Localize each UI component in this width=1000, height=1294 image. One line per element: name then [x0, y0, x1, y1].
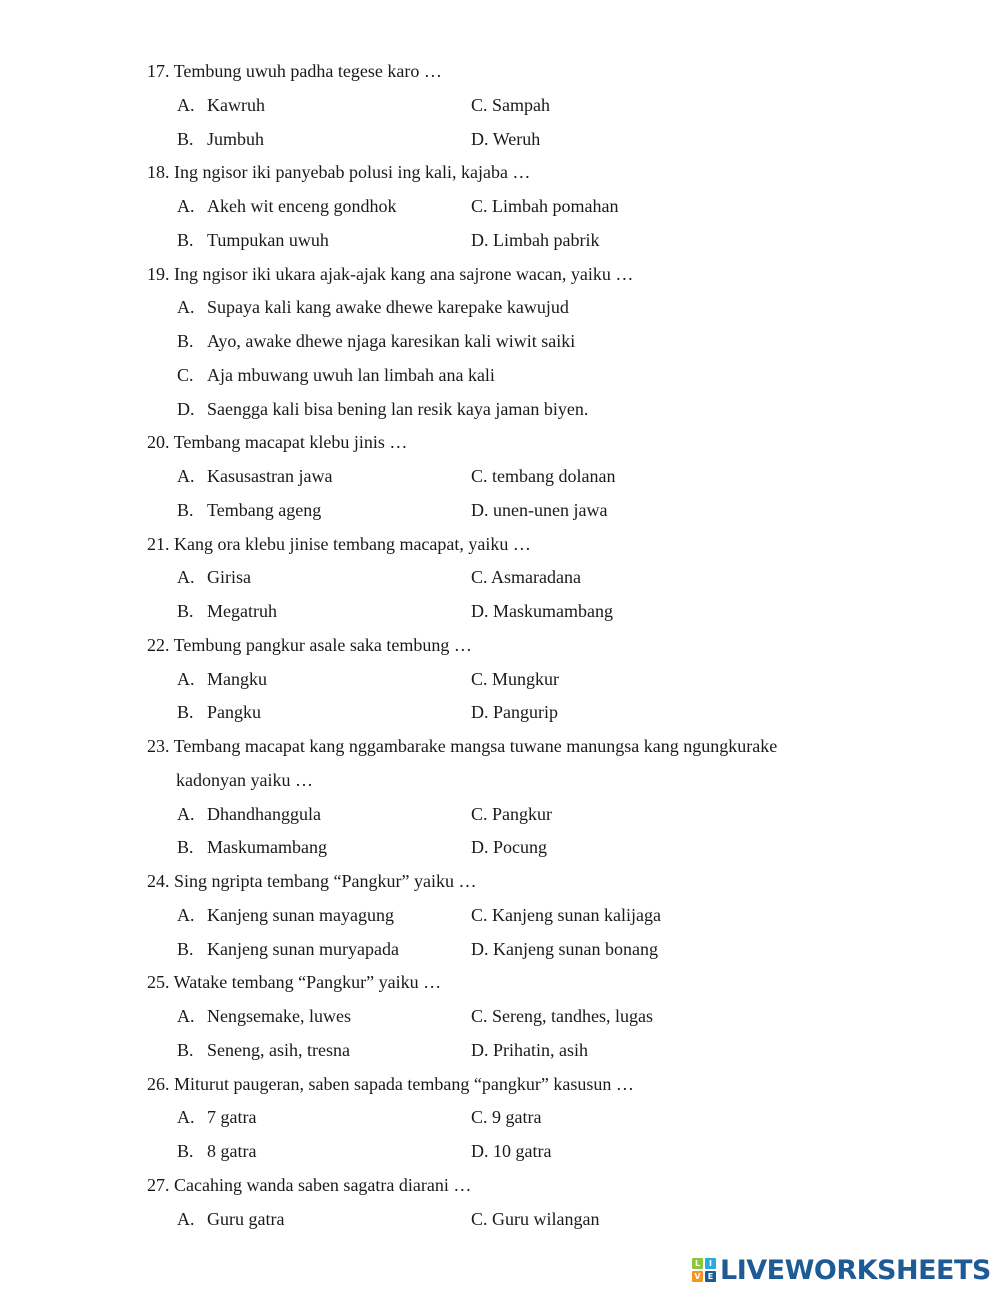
answer-option	[471, 803, 552, 825]
option-text: Asmaradana	[491, 567, 581, 588]
option-letter: B.	[177, 128, 194, 149]
option-letter: A.	[177, 297, 195, 318]
answer-option	[177, 465, 332, 487]
logo-block: L	[692, 1258, 703, 1269]
option-letter: D.	[471, 229, 489, 250]
option-text: Jumbuh	[207, 128, 265, 149]
option-text: Guru wilangan	[492, 1208, 600, 1229]
option-letter: A.	[177, 567, 195, 588]
option-text: Kasusastran jawa	[207, 466, 333, 486]
answer-option	[471, 1106, 542, 1128]
option-letter: C.	[471, 1208, 488, 1229]
option-text: Girisa	[207, 567, 251, 588]
question-stem: 21. Kang ora klebu jinise tembang macapat, yaiku …	[147, 533, 531, 554]
answer-option	[471, 94, 550, 116]
option-letter: C.	[471, 567, 488, 588]
option-text: Pangkur	[492, 803, 553, 824]
answer-option	[177, 1208, 284, 1230]
option-letter: C.	[471, 1006, 488, 1026]
option-letter: D.	[471, 837, 489, 858]
option-text: Saengga kali bisa bening lan resik kaya jaman biyen.	[207, 398, 589, 419]
option-text: Pangku	[207, 702, 261, 723]
answer-option	[471, 600, 613, 622]
answer-option	[177, 94, 265, 116]
answer-option	[471, 1208, 600, 1230]
option-letter: B.	[177, 938, 194, 959]
option-text: Limbah pabrik	[493, 229, 600, 250]
option-text: Sereng, tandhes, lugas	[492, 1006, 653, 1026]
option-letter: C.	[177, 364, 194, 385]
option-text: Supaya kali kang awake dhewe karepake kawujud	[207, 297, 569, 318]
option-letter: B.	[177, 331, 194, 351]
answer-option	[471, 668, 559, 690]
answer-option	[177, 1039, 350, 1061]
answer-option	[177, 1140, 256, 1162]
answer-option	[177, 296, 569, 318]
option-text: Tumpukan uwuh	[207, 229, 329, 250]
option-letter: D.	[471, 1141, 489, 1161]
logo-text: LIVEWORKSHEETS	[720, 1254, 991, 1286]
answer-option	[471, 195, 618, 217]
answer-option	[177, 499, 321, 521]
option-letter: D.	[471, 1039, 489, 1060]
answer-option	[177, 904, 394, 926]
logo-blocks-icon	[692, 1258, 716, 1282]
option-letter: D.	[471, 128, 489, 149]
logo-block: E	[705, 1271, 716, 1282]
answer-option	[177, 668, 267, 690]
option-text: Prihatin, asih	[493, 1039, 588, 1060]
answer-option	[177, 364, 495, 386]
question-stem: 19. Ing ngisor iki ukara ajak-ajak kang ana sajrone wacan, yaiku …	[147, 263, 634, 284]
option-text: 7 gatra	[207, 1107, 257, 1128]
logo-block: I	[705, 1258, 716, 1269]
option-text: Nengsemake, luwes	[207, 1006, 351, 1026]
option-text: tembang dolanan	[492, 466, 616, 486]
answer-option	[471, 938, 658, 960]
answer-option	[177, 701, 261, 723]
answer-option	[177, 1005, 351, 1027]
answer-option	[471, 904, 661, 926]
answer-option	[177, 229, 329, 251]
option-letter: C.	[471, 668, 488, 689]
option-letter: C.	[471, 904, 488, 925]
option-letter: B.	[177, 702, 194, 723]
option-text: Kanjeng sunan bonang	[493, 938, 658, 959]
option-letter: C.	[471, 196, 488, 216]
option-letter: A.	[177, 904, 195, 925]
option-text: Weruh	[492, 128, 541, 149]
answer-option	[471, 499, 607, 521]
option-text: Kanjeng sunan kalijaga	[492, 904, 661, 925]
answer-option	[471, 1005, 653, 1027]
option-letter: D.	[471, 499, 489, 520]
answer-option	[471, 701, 558, 723]
option-letter: A.	[177, 94, 195, 115]
answer-option	[471, 465, 615, 487]
answer-option	[471, 836, 547, 858]
answer-option	[471, 1140, 551, 1162]
question-stem-continued: kadonyan yaiku …	[176, 769, 313, 790]
option-text: Maskumambang	[493, 601, 613, 621]
answer-option	[177, 1106, 256, 1128]
option-text: Seneng, asih, tresna	[207, 1039, 350, 1060]
answer-option	[177, 803, 321, 825]
answer-option	[177, 938, 399, 960]
option-letter: A.	[177, 1107, 195, 1128]
option-text: Kawruh	[207, 94, 265, 115]
question-stem: 22. Tembung pangkur asale saka tembung …	[147, 634, 472, 655]
logo-block: V	[692, 1271, 703, 1282]
answer-option	[177, 600, 277, 622]
option-text: unen-unen jawa	[493, 499, 608, 520]
option-text: Guru gatra	[207, 1208, 285, 1229]
option-text: Kanjeng sunan muryapada	[207, 938, 399, 959]
question-stem: 25. Watake tembang “Pangkur” yaiku …	[147, 972, 442, 993]
option-letter: A.	[177, 1208, 195, 1229]
option-text: 9 gatra	[492, 1107, 542, 1128]
option-letter: D.	[177, 398, 195, 419]
option-letter: B.	[177, 837, 194, 858]
option-letter: C.	[471, 94, 488, 115]
option-text: Kanjeng sunan mayagung	[207, 904, 394, 925]
answer-option	[177, 128, 264, 150]
question-stem: 18. Ing ngisor iki panyebab polusi ing kali, kajaba …	[147, 162, 531, 183]
option-letter: D.	[471, 601, 489, 621]
question-stem: 23. Tembang macapat kang nggambarake mangsa tuwane manungsa kang ngungkurake	[147, 736, 778, 756]
answer-option	[471, 566, 581, 588]
answer-option	[471, 1039, 588, 1061]
answer-option	[177, 398, 588, 420]
option-text: Megatruh	[207, 601, 277, 621]
option-text: Pocung	[493, 837, 547, 858]
option-letter: B.	[177, 1141, 194, 1161]
option-text: Mungkur	[492, 668, 560, 689]
option-text: Sampah	[492, 94, 551, 115]
question-stem: 26. Miturut paugeran, saben sapada tembang “pangkur” kasusun …	[147, 1073, 634, 1094]
question-stem: 17. Tembung uwuh padha tegese karo …	[147, 61, 442, 81]
option-letter: B.	[177, 601, 194, 621]
option-text: Dhandhanggula	[207, 803, 321, 824]
answer-option	[471, 128, 540, 150]
option-letter: D.	[471, 938, 489, 959]
question-stem: 20. Tembang macapat klebu jinis …	[147, 432, 408, 453]
answer-option	[177, 566, 251, 588]
answer-option	[471, 229, 599, 251]
question-stem: 27. Cacahing wanda saben sagatra diarani …	[147, 1174, 472, 1195]
option-letter: C.	[471, 466, 488, 486]
liveworksheets-logo	[692, 1254, 991, 1286]
option-letter: A.	[177, 1006, 195, 1026]
option-text: Akeh wit enceng gondhok	[207, 196, 397, 216]
option-letter: A.	[177, 803, 195, 824]
option-text: Ayo, awake dhewe njaga karesikan kali wiwit saiki	[207, 331, 576, 351]
option-letter: C.	[471, 803, 488, 824]
option-text: Mangku	[207, 668, 267, 689]
option-letter: A.	[177, 196, 195, 216]
question-stem: 24. Sing ngripta tembang “Pangkur” yaiku …	[147, 871, 477, 891]
option-text: Pangurip	[493, 702, 558, 723]
option-text: Aja mbuwang uwuh lan limbah ana kali	[207, 364, 495, 385]
option-text: Maskumambang	[207, 837, 327, 858]
option-text: Limbah pomahan	[492, 196, 619, 216]
option-text: 8 gatra	[207, 1141, 257, 1161]
option-letter: D.	[471, 702, 489, 723]
option-letter: A.	[177, 466, 195, 486]
option-text: Tembang ageng	[207, 499, 322, 520]
option-letter: B.	[177, 229, 194, 250]
answer-option	[177, 330, 575, 352]
option-letter: B.	[177, 1039, 194, 1060]
option-text: 10 gatra	[493, 1141, 552, 1161]
option-letter: A.	[177, 668, 195, 689]
answer-option	[177, 195, 396, 217]
option-letter: B.	[177, 499, 194, 520]
option-letter: C.	[471, 1107, 488, 1128]
answer-option	[177, 836, 327, 858]
